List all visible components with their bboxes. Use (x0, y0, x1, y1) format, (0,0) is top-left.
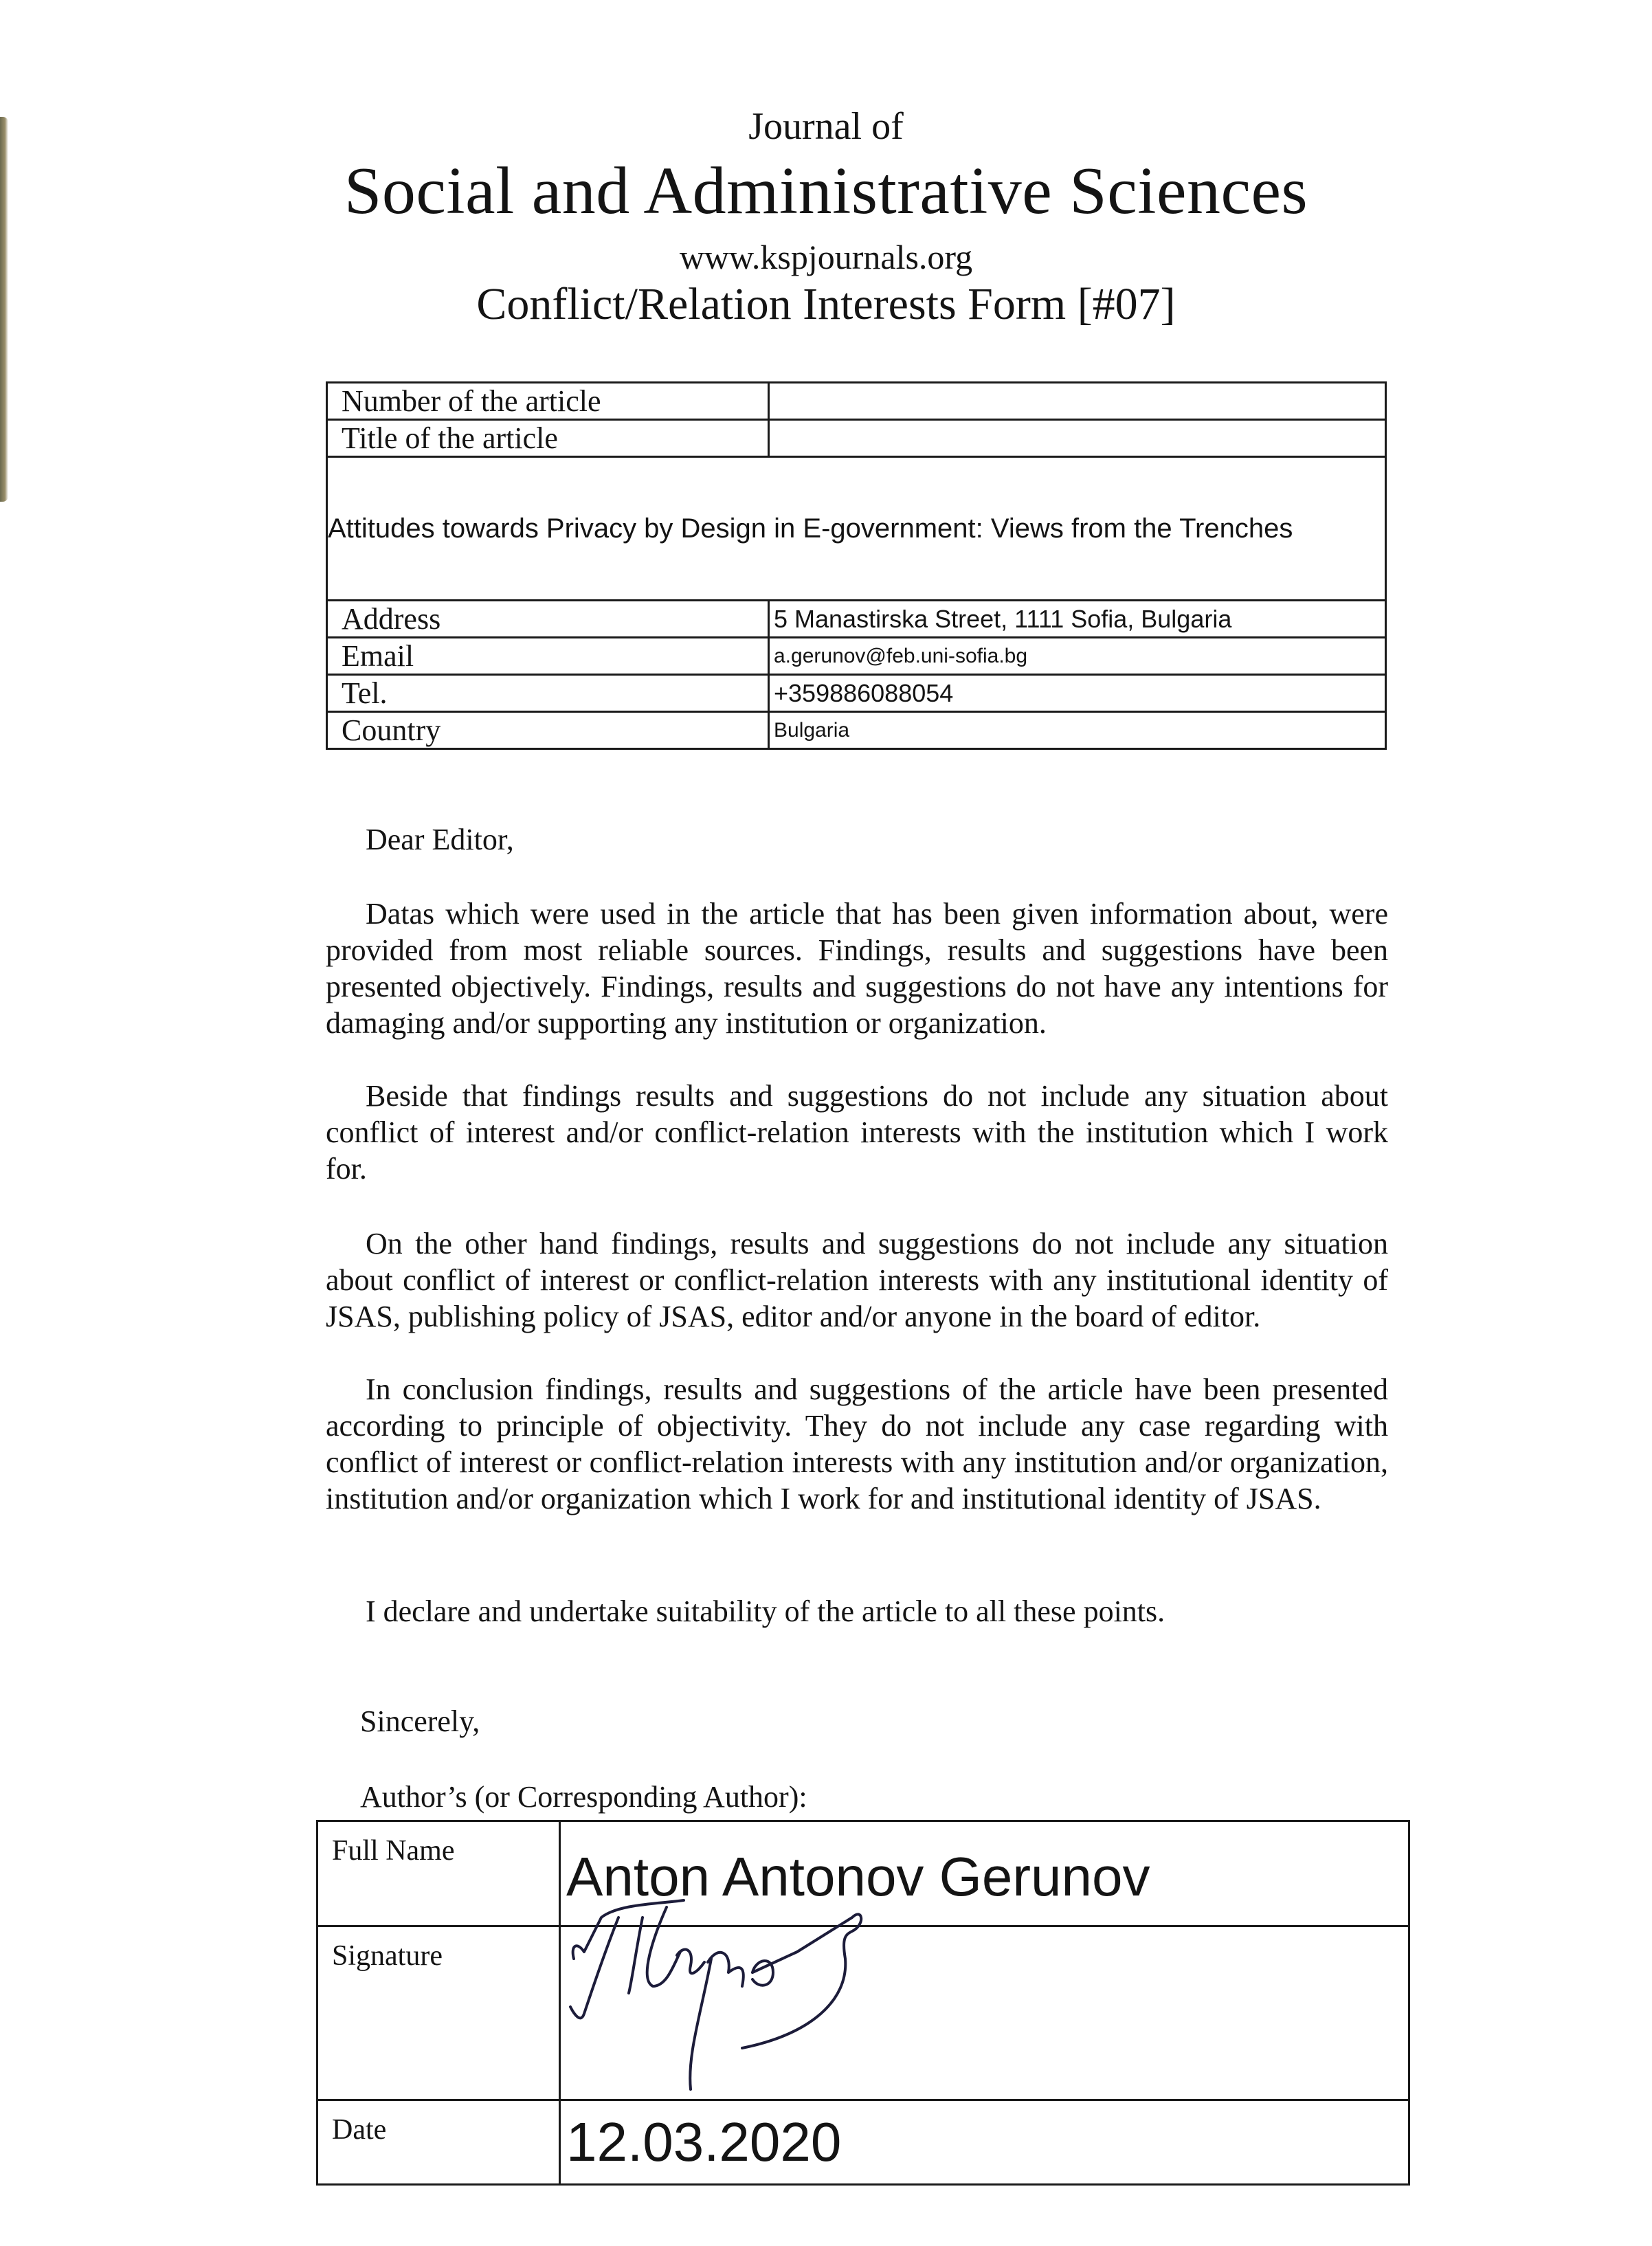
paragraph-text: In conclusion findings, results and suggestions of the article have been presented according to principle of objectivity. They do not include any case regarding with conflict of interest or conflict-relation interests with any institution and/or organization, institution and/or organization which I work for and institutional identity of JSAS. (326, 1372, 1388, 1515)
row-article-number (327, 383, 1386, 420)
email-field[interactable]: a.gerunov@feb.uni-sofia.bg (769, 638, 1386, 675)
article-info-table (326, 381, 1387, 750)
article-title-label: Title of the article (327, 420, 769, 457)
closing: Sincerely, (360, 1704, 480, 1738)
email-label: Email (327, 638, 769, 675)
letter-paragraph-4 (326, 1371, 1388, 1517)
tel-label: Tel. (327, 675, 769, 712)
row-email (327, 638, 1386, 675)
paragraph-text: On the other hand findings, results and suggestions do not include any situation about conflict of interest or conflict-relation interests with any institutional identity of JSAS, publishing policy of JSAS, editor and/or anyone in the board of editor. (326, 1227, 1388, 1333)
row-article-title (327, 420, 1386, 457)
row-article-title-text (327, 457, 1386, 601)
article-title-text[interactable]: Attitudes towards Privacy by Design in E-government: Views from the Trenches (327, 457, 1386, 601)
paragraph-text: Datas which were used in the article that has been given information about, were provided from most reliable sources. Findings, results and suggestions have been presented objectively. Findings, results and suggestions do not have any intentions for damaging and/or supporting any institution or organization. (326, 897, 1388, 1040)
handwritten-signature-icon (563, 1876, 976, 2103)
address-field[interactable]: 5 Manastirska Street, 1111 Sofia, Bulgaria (769, 601, 1386, 638)
date-field[interactable]: 12.03.2020 (560, 2100, 1409, 2185)
full-name-label: Full Name (317, 1821, 560, 1926)
country-field[interactable]: Bulgaria (769, 712, 1386, 749)
article-number-field[interactable] (769, 383, 1386, 420)
country-label: Country (327, 712, 769, 749)
date-label: Date (317, 2100, 560, 2185)
form-title: Conflict/Relation Interests Form [#07] (476, 279, 1176, 329)
letter-paragraph-5 (326, 1593, 1388, 1630)
full-name-field[interactable]: Anton Antonov Gerunov (560, 1821, 1409, 1926)
journal-prefix: Journal of (748, 105, 904, 148)
letter-paragraph-3 (326, 1225, 1388, 1335)
address-label: Address (327, 601, 769, 638)
row-date (317, 2100, 1409, 2185)
letter-paragraph-1 (326, 896, 1388, 1041)
letter-paragraph-2 (326, 1078, 1388, 1187)
row-address (327, 601, 1386, 638)
paragraph-text: I declare and undertake suitability of the article to all these points. (366, 1594, 1165, 1628)
journal-name: Social and Administrative Sciences (344, 154, 1308, 228)
row-tel (327, 675, 1386, 712)
signature-label: Signature (317, 1926, 560, 2100)
row-country (327, 712, 1386, 749)
journal-website: www.kspjournals.org (679, 238, 973, 276)
tel-field[interactable]: +359886088054 (769, 675, 1386, 712)
paragraph-text: Beside that findings results and suggestions do not include any situation about conflict of interest and/or conflict-relation interests with the institution which I work for. (326, 1079, 1388, 1186)
author-label: Author’s (or Corresponding Author): (360, 1780, 807, 1814)
article-title-field[interactable] (769, 420, 1386, 457)
article-number-label: Number of the article (327, 383, 769, 420)
salutation: Dear Editor, (366, 823, 514, 856)
